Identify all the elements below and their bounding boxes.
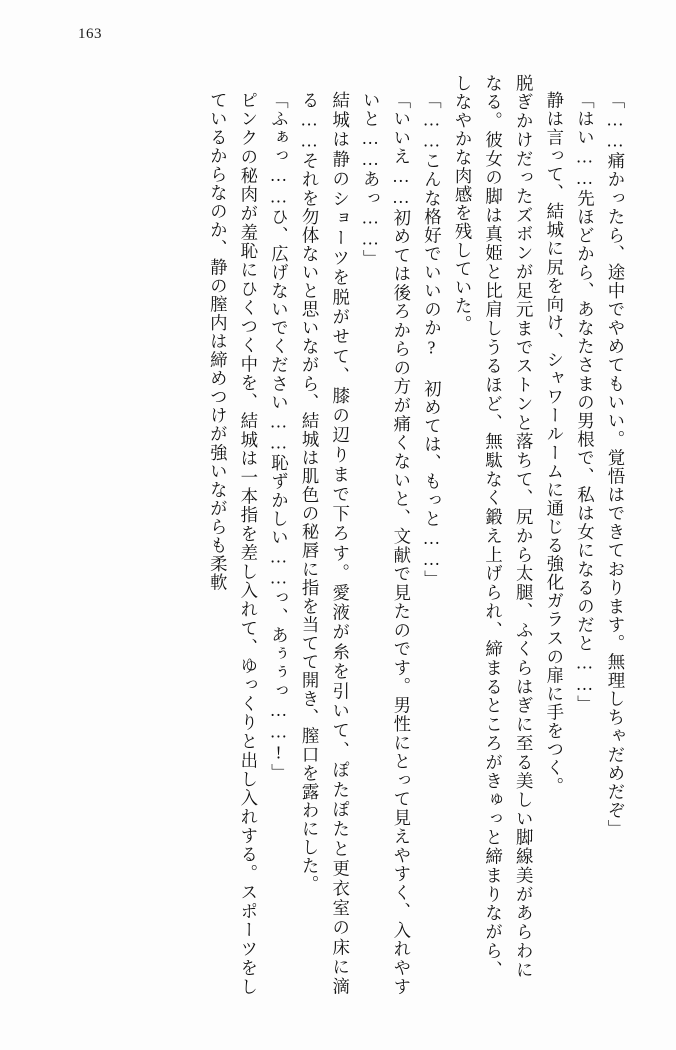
text-column: 静は言って、結城に尻を向け、シャワールームに通じる強化ガラスの扉に手をつく。: [543, 91, 564, 796]
text-column: 「……こんな格好でいいのか? 初めては、もっと……」: [421, 91, 442, 589]
page-number: 163: [78, 26, 102, 42]
vertical-text-body: [40, 74, 630, 996]
text-column: 「……痛かったら、途中でやめてもいい。覚悟はできております。無理しちゃだめだぞ」: [605, 91, 625, 839]
text-column: 脱ぎかけだったズボンが足元までストンと落ちて、尻から太腿、ふくらはぎに至る美しい脚線美があらわになる。彼女の脚は真姫と比肩しうるほど、無駄なく鍛え上げられ、締まるところがきゅっと締まりながら、しなやかな肉感を残していた。: [452, 74, 534, 979]
text-column: 「ふぁっ……ひ、広げないでください……恥ずかしい……っ、あぅぅっ……!」: [268, 91, 289, 783]
text-column: ピンクの秘肉が羞恥にひくつく中を、結城は一本指を差し入れて、ゆっくりと出し入れする。スポーツをしているからなのか、静の膣内は締めつけが強いながらも柔軟: [207, 91, 258, 996]
text-column: 「いいえ……初めては後ろからの方が痛くないと、文献で見たのです。男性にとって見えやすく、入れやすいと……あっ……」: [360, 91, 411, 996]
text-column: 「はい……先ほどから、あなたさまの男根で、私は女になるのだと……」: [574, 91, 595, 714]
text-column: 結城は静のショーツを脱がせて、膝の辺りまで下ろす。愛液が糸を引いて、ぽたぽたと更衣室の床に滴る……それを勿体ないと思いながら、結城は肌色の秘唇に指を当てて開き、膣口を露わにした。: [299, 91, 350, 996]
